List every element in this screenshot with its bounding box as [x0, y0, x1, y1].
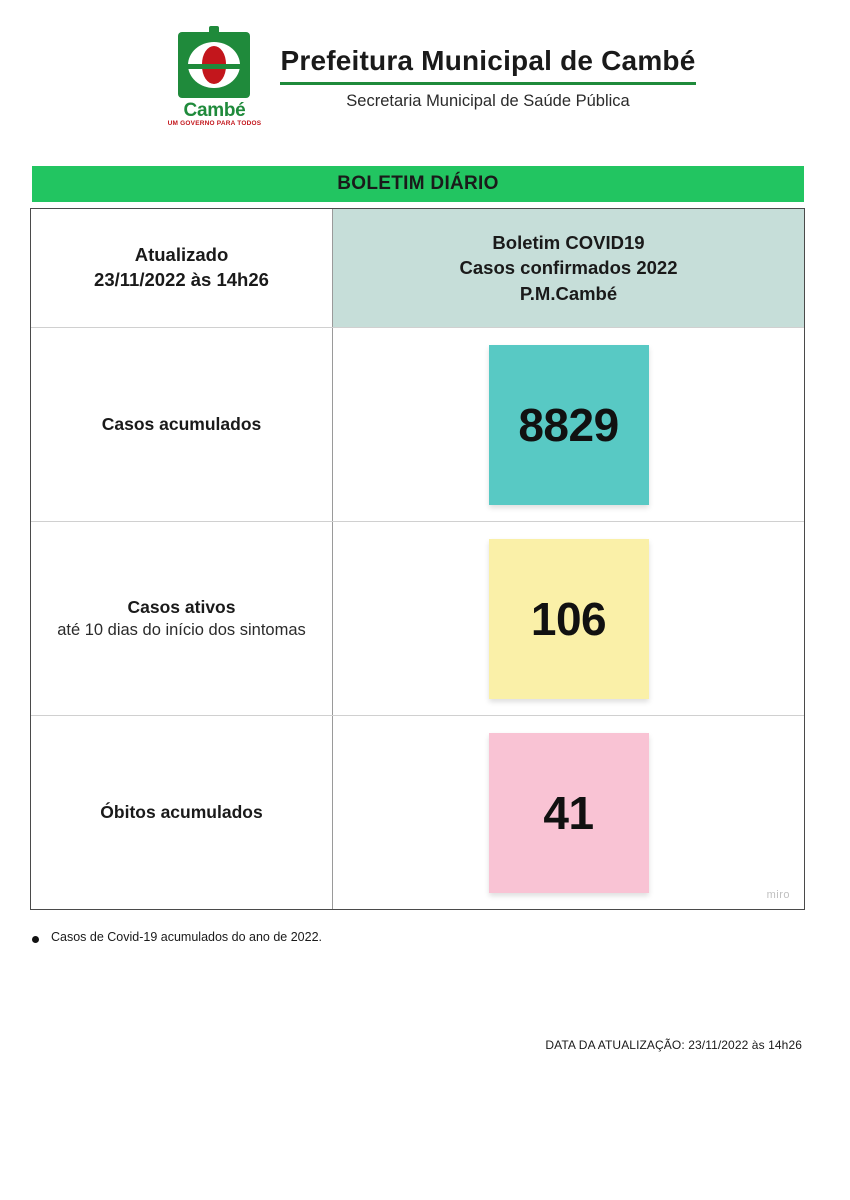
sticky-note-yellow: [489, 539, 649, 699]
logo-tagline: UM GOVERNO PARA TODOS: [167, 120, 262, 127]
value-active-cases: 106: [530, 592, 607, 645]
bulletin-title-line1: Boletim COVID19: [492, 231, 645, 253]
bullet-icon: [32, 936, 39, 943]
update-timestamp: DATA DA ATUALIZAÇÃO: 23/11/2022 às 14h26: [545, 1038, 802, 1052]
table-row: [31, 715, 804, 909]
sticky-note-teal: [489, 345, 649, 505]
cambe-municipal-logo-icon: [154, 28, 274, 128]
sticky-note-pink: [489, 733, 649, 893]
table-row: [31, 521, 804, 715]
row-label-detail: até 10 dias do início dos sintomas: [57, 621, 306, 640]
value-deaths: 41: [543, 786, 594, 839]
banner-label: BOLETIM DIÁRIO: [337, 173, 499, 194]
footnote: [32, 930, 322, 944]
row-value-active-cases: [333, 522, 804, 715]
row-value-deaths: [333, 716, 804, 909]
table-row: [31, 327, 804, 521]
footnote-text: Casos de Covid-19 acumulados do ano de 2022.: [51, 930, 323, 944]
row-label-strong: Casos ativos: [127, 596, 236, 617]
row-label-active-cases: [31, 522, 333, 715]
header-titles: [280, 45, 695, 111]
miro-watermark: miro: [766, 889, 790, 901]
logo-name: Cambé: [183, 100, 246, 121]
row-label-deaths: [31, 716, 333, 909]
value-accumulated-cases: 8829: [518, 398, 619, 451]
updated-label: Atualizado: [134, 244, 229, 266]
row-label-strong: Óbitos acumulados: [100, 801, 263, 822]
table-header-row: [31, 209, 804, 327]
logo-bar-shape: [182, 64, 246, 69]
page-subtitle: Secretaria Municipal de Saúde Pública: [346, 92, 630, 110]
bulletin-title-line3: P.M.Cambé: [519, 282, 618, 304]
covid-summary-table: [30, 208, 805, 910]
row-value-accumulated-cases: [333, 328, 804, 521]
daily-bulletin-banner: [32, 166, 804, 202]
page-title: Prefeitura Municipal de Cambé: [280, 45, 696, 76]
table-header-updated-cell: [31, 209, 333, 327]
updated-datetime: 23/11/2022 às 14h26: [94, 269, 269, 290]
row-label-strong: Casos acumulados: [101, 413, 262, 434]
bulletin-title-line2: Casos confirmados 2022: [459, 257, 678, 279]
title-divider: [280, 82, 695, 85]
table-header-title-cell: [333, 209, 804, 327]
row-label-accumulated-cases: [31, 328, 333, 521]
document-header: [0, 0, 850, 138]
